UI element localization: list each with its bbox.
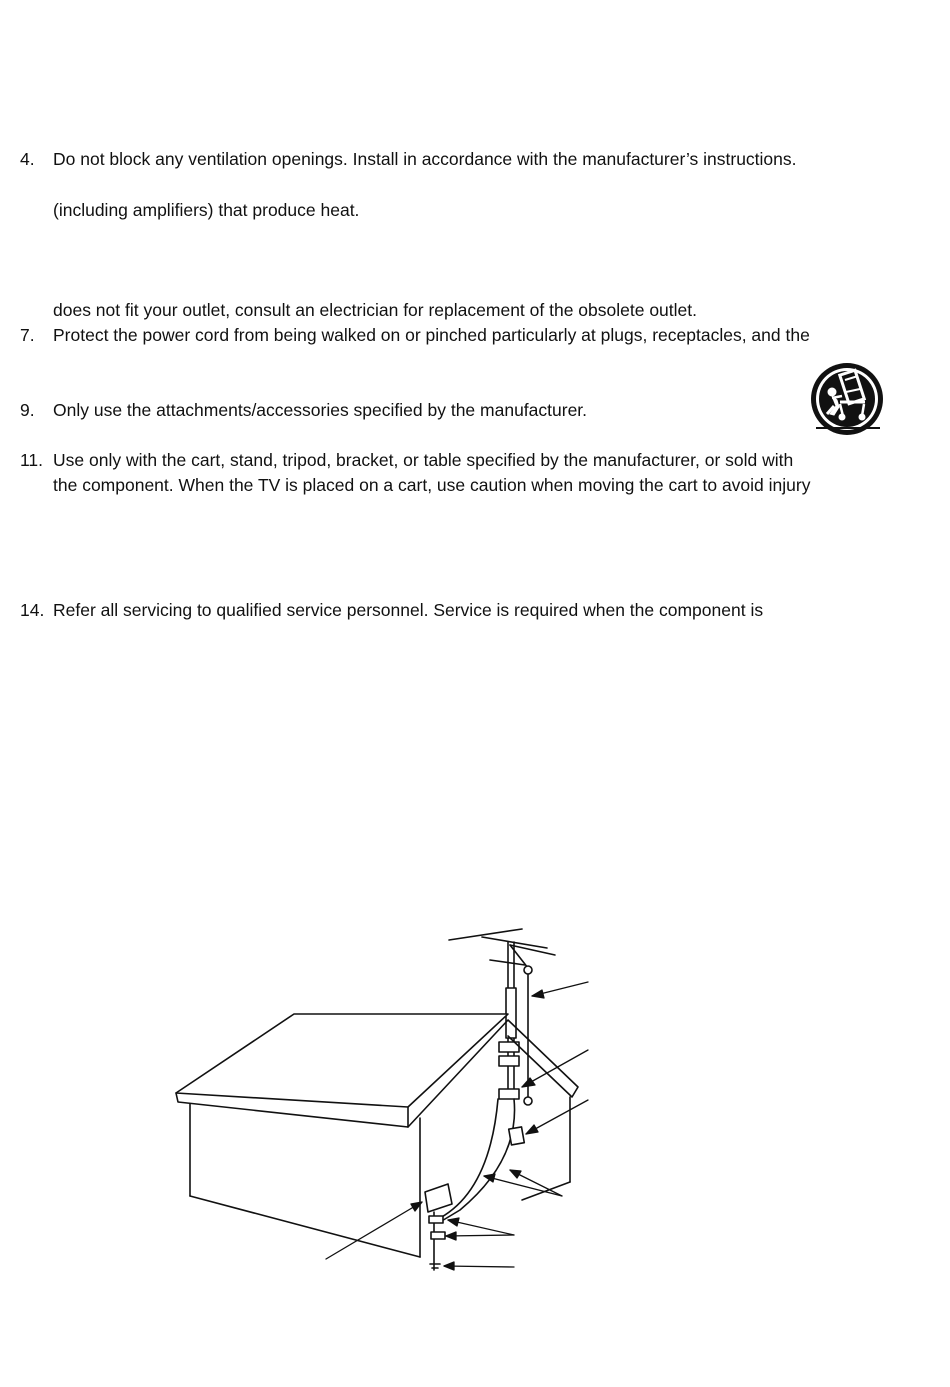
ground-clamp [429,1216,443,1223]
item-number: 14. [20,600,45,620]
electric-service-box [425,1184,452,1212]
item-number: 4. [20,149,35,169]
house-wall [190,1196,420,1257]
standoff-insulator [524,1097,532,1105]
item-text: Do not block any ventilation openings. Install in accordance with the manufacturer’s instructions. [53,149,797,169]
antenna-discharge-unit [509,1127,525,1145]
cart-tip-over-warning-icon [810,362,884,436]
item-number: 9. [20,400,35,420]
item-text: Protect the power cord from being walked on or pinched particularly at plugs, receptacles, and the [53,325,810,345]
item-number: 7. [20,325,35,345]
ground-clamp [431,1232,445,1239]
item-6-continuation: does not fit your outlet, consult an electrician for replacement of the obsolete outlet. [53,300,697,320]
mast-clamp [499,1056,519,1066]
antenna-grounding-diagram [170,920,600,1280]
item-text: Refer all servicing to qualified service personnel. Service is required when the component is [53,600,764,620]
item-11-continuation: the component. When the TV is placed on a cart, use caution when moving the cart to avoid injury [53,475,811,495]
item-text: Use only with the cart, stand, tripod, bracket, or table specified by the manufacturer, or sold with [53,450,794,470]
ground-clamp [499,1089,519,1099]
item-5-continuation: (including amplifiers) that produce heat. [53,200,360,220]
house-wall [522,1182,570,1200]
item-number: 11. [20,450,44,470]
roof-top [176,1014,508,1107]
mast-sleeve [506,988,516,1038]
item-text: Only use the attachments/accessories specified by the manufacturer. [53,400,588,420]
standoff-insulator [524,966,532,974]
